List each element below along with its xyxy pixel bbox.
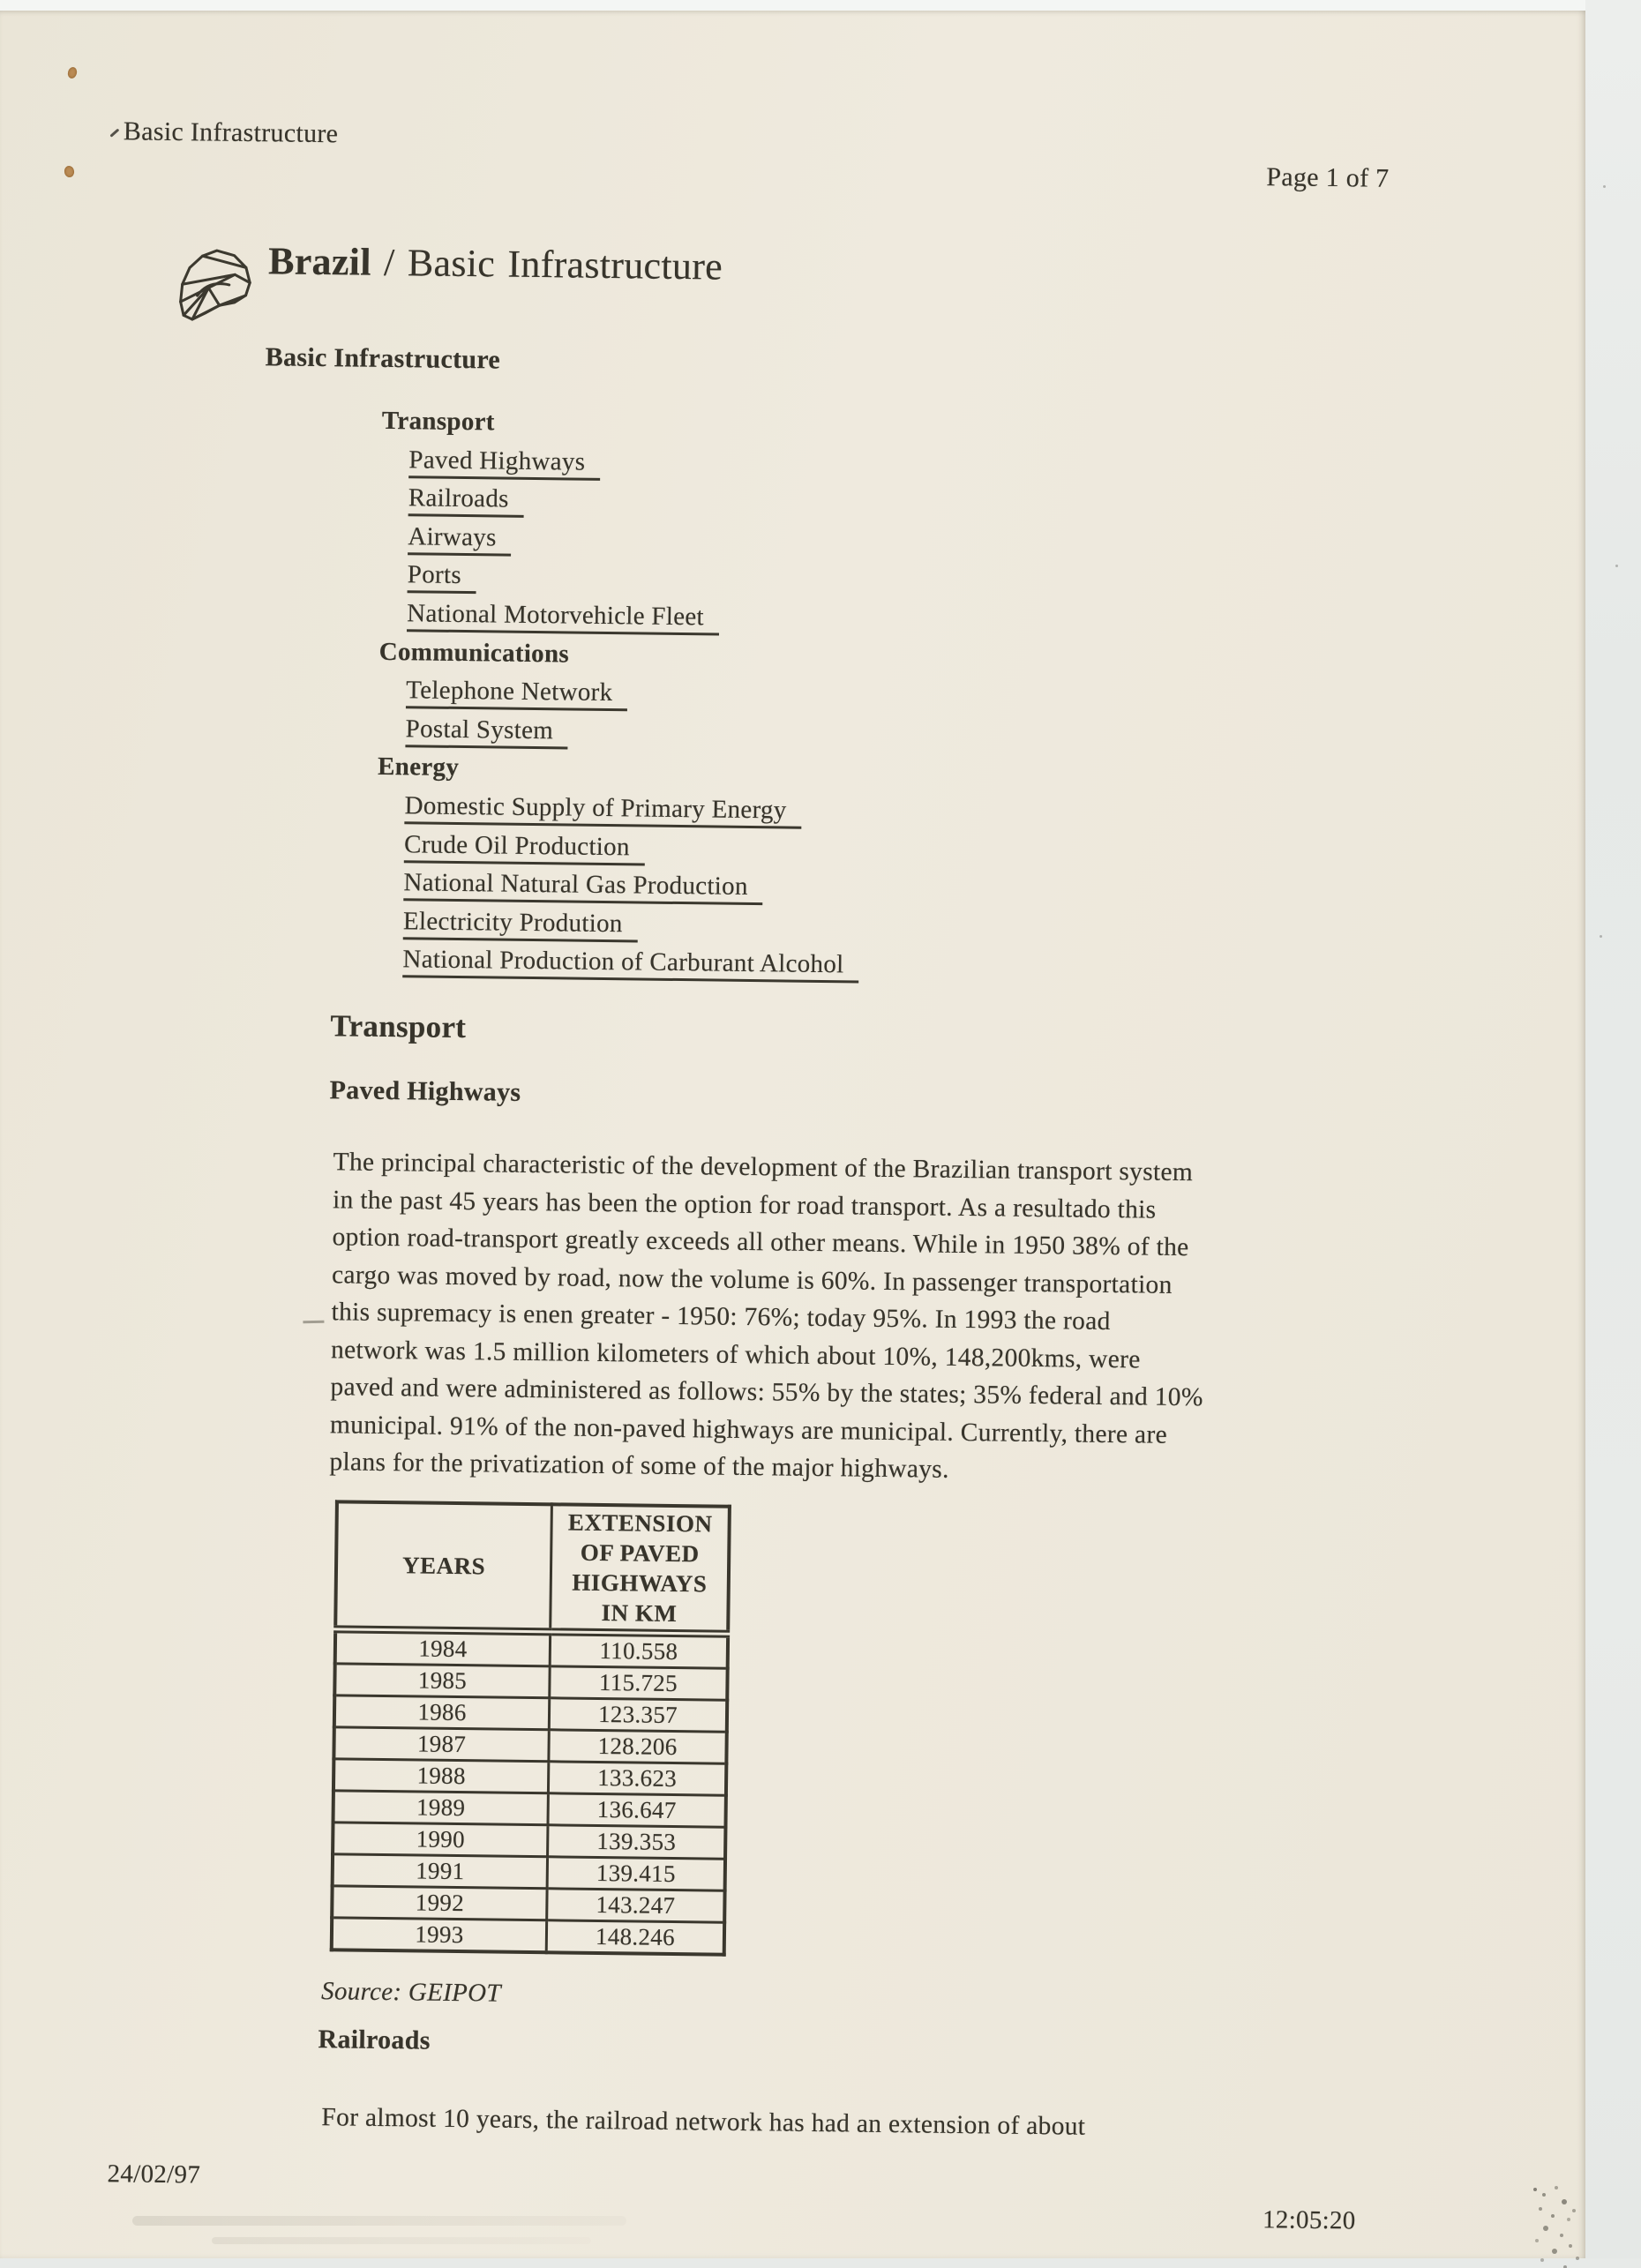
table-source: Source: GEIPOT (320, 1977, 502, 2008)
running-header: Basic Infrastructure (123, 116, 339, 149)
table-row (333, 1727, 726, 1763)
table-row (333, 1854, 725, 1890)
page-title (268, 238, 723, 288)
toc-link-telephone-network[interactable]: Telephone Network (406, 674, 628, 711)
toc-group-energy: Energy (377, 752, 460, 782)
page-title-country: Brazil (267, 239, 372, 284)
toc-group-transport: Transport (381, 406, 495, 437)
scan-artifact-dash (303, 1321, 324, 1324)
paved-highways-table (330, 1500, 731, 1956)
toc-heading: Basic Infrastructure (265, 342, 501, 375)
cell-year: 1984 (335, 1629, 551, 1666)
column-header-years: YEARS (335, 1501, 551, 1631)
subsection-heading-paved-highways: Paved Highways (329, 1075, 521, 1107)
dust-speck (1603, 185, 1606, 188)
subsection-heading-railroads: Railroads (318, 2025, 431, 2055)
cell-extension-km: 136.647 (548, 1793, 726, 1827)
toc-link-ports[interactable]: Ports (408, 559, 477, 595)
cell-extension-km: 143.247 (547, 1889, 725, 1922)
page-number: Page 1 of 7 (1266, 162, 1390, 193)
cell-year: 1988 (333, 1759, 549, 1793)
table-row (335, 1629, 728, 1668)
cell-year: 1986 (334, 1695, 550, 1730)
table-row (334, 1695, 727, 1732)
dust-speck (1600, 935, 1602, 938)
footer-date: 24/02/97 (107, 2159, 201, 2189)
toc-link-domestic-supply-of-primary-energy[interactable]: Domestic Supply of Primary Energy (404, 790, 801, 828)
cell-year: 1990 (333, 1823, 548, 1857)
toc-link-airways[interactable]: Airways (408, 520, 512, 556)
toc-link-railroads[interactable]: Railroads (408, 482, 524, 518)
site-logo-icon (171, 246, 255, 326)
table-row (333, 1759, 726, 1795)
cell-year: 1993 (332, 1918, 547, 1952)
cell-extension-km: 148.246 (546, 1920, 724, 1955)
table-of-contents (335, 401, 1136, 988)
table-row (333, 1791, 726, 1827)
cell-extension-km: 115.725 (550, 1666, 728, 1700)
table-row (334, 1664, 727, 1700)
column-header-extension: EXTENSION OF PAVED HIGHWAYS IN KM (551, 1504, 730, 1634)
table-body (332, 1629, 728, 1955)
scan-artifact-tick (109, 129, 119, 138)
cell-extension-km: 139.415 (547, 1857, 725, 1890)
table-header-row (335, 1501, 730, 1634)
toc-link-national-natural-gas-production[interactable]: National Natural Gas Production (403, 866, 763, 905)
toc-link-postal-system[interactable]: Postal System (405, 713, 568, 749)
cell-year: 1991 (333, 1854, 548, 1889)
cell-year: 1987 (333, 1727, 549, 1762)
cell-extension-km: 139.353 (548, 1825, 726, 1859)
dust-speck (1615, 565, 1618, 567)
toc-link-national-motorvehicle-fleet[interactable]: National Motorvehicle Fleet (407, 597, 719, 635)
toc-link-crude-oil-production[interactable]: Crude Oil Production (404, 828, 645, 865)
page-title-section: / Basic Infrastructure (371, 240, 723, 288)
cell-year: 1989 (333, 1791, 549, 1825)
cell-extension-km: 110.558 (550, 1632, 728, 1668)
page-content (0, 1, 1600, 2268)
toc-group-communications: Communications (378, 637, 570, 669)
footer-time: 12:05:20 (1262, 2205, 1356, 2235)
toc-link-electricity-prodution[interactable]: Electricity Prodution (403, 905, 638, 942)
cell-extension-km: 128.206 (549, 1730, 727, 1763)
railroads-paragraph: For almost 10 years, the railroad network has had an extension of about (321, 2103, 1086, 2141)
paved-highways-paragraph: The principal characteristic of the development of the Brazilian transport system in the past 45 years has been the option for road transport. As a resultado this option road-transport greatly exceeds all other means. While in 1950 38% of the cargo was moved by road, now the volume is 60%. In passenger transportation this supremacy is enen greater - 1950: 76%; today 95%. In 1993 the road network was 1.5 million kilometers of which about 10%, 148,200kms, were paved and were administered as follows: 55% by the states; 35% federal and 10% municipal. 91% of the non-paved highways are municipal. Currently, there are plans for the privatization of some of the major highways. (329, 1148, 1203, 1484)
toc-link-national-production-of-carburant-alcohol[interactable]: National Production of Carburant Alcohol (402, 944, 859, 984)
section-heading-transport: Transport (330, 1008, 467, 1045)
cell-extension-km: 123.357 (549, 1698, 727, 1732)
table-row (332, 1918, 724, 1955)
table-row (333, 1823, 725, 1859)
table-row (332, 1886, 724, 1922)
cell-extension-km: 133.623 (548, 1762, 726, 1795)
cell-year: 1985 (334, 1664, 550, 1698)
cell-year: 1992 (332, 1886, 547, 1920)
toc-link-paved-highways[interactable]: Paved Highways (408, 444, 600, 481)
document-page (0, 11, 1585, 2258)
